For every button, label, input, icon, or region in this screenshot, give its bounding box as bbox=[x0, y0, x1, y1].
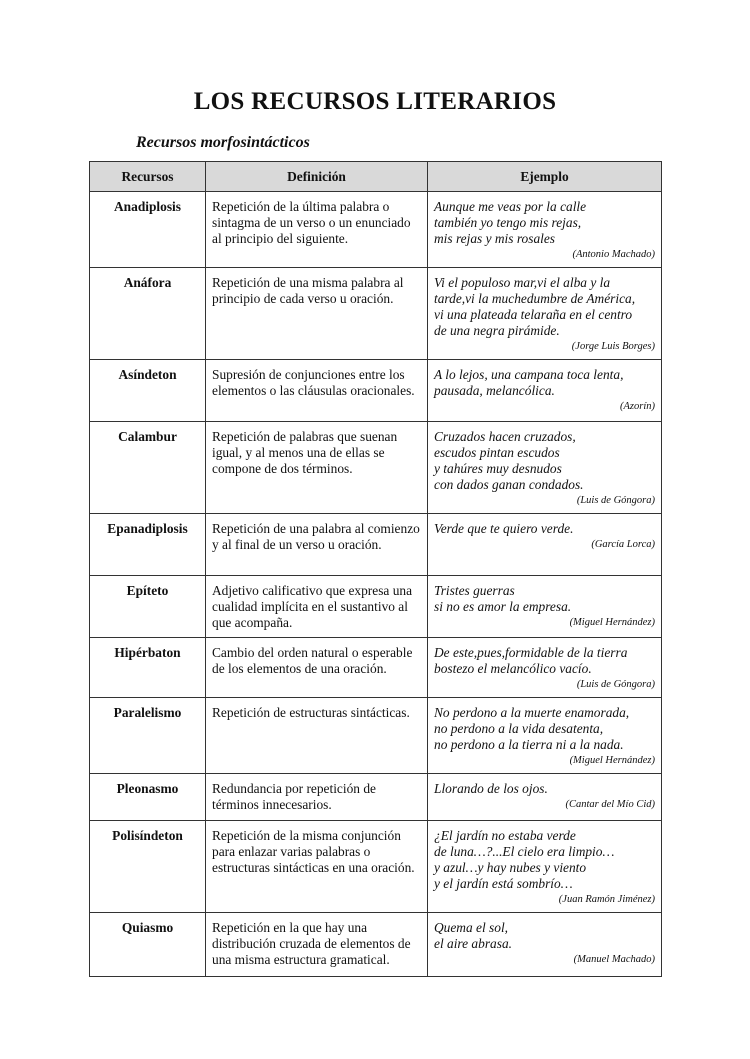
row-term: Hipérbaton bbox=[90, 638, 206, 698]
header-recursos: Recursos bbox=[90, 162, 206, 192]
row-example-cell bbox=[428, 913, 662, 977]
row-definition: Adjetivo calificativo que expresa una cualidad implícita en el sustantivo al que acompaña. bbox=[206, 576, 428, 638]
row-definition: Repetición de la última palabra o sintagma de un verso o un enunciado al principio del siguiente. bbox=[206, 192, 428, 268]
row-example-cell bbox=[428, 638, 662, 698]
header-ejemplo: Ejemplo bbox=[428, 162, 662, 192]
table-row bbox=[90, 360, 662, 422]
row-example: Vi el populoso mar,vi el alba y la tarde,vi la muchedumbre de América, vi una plateada telaraña en el centro de una negra pirámide. bbox=[434, 275, 636, 338]
table-row bbox=[90, 268, 662, 360]
row-definition: Repetición de una misma palabra al principio de cada verso u oración. bbox=[206, 268, 428, 360]
row-term: Anáfora bbox=[90, 268, 206, 360]
row-example: Tristes guerras si no es amor la empresa. bbox=[434, 583, 572, 614]
row-example-cell bbox=[428, 422, 662, 514]
row-term: Epanadiplosis bbox=[90, 514, 206, 576]
row-author: (Luis de Góngora) bbox=[576, 495, 655, 506]
table-row bbox=[90, 192, 662, 268]
table-row bbox=[90, 913, 662, 977]
row-author: (Luis de Góngora) bbox=[576, 679, 655, 690]
header-definicion: Definición bbox=[206, 162, 428, 192]
row-term: Calambur bbox=[90, 422, 206, 514]
row-author: (Miguel Hernández) bbox=[569, 755, 655, 766]
table-header-row bbox=[90, 162, 662, 192]
row-example: Quema el sol, el aire abrasa. bbox=[434, 920, 512, 951]
page-title: LOS RECURSOS LITERARIOS bbox=[193, 88, 557, 115]
row-author: (Juan Ramón Jiménez) bbox=[558, 894, 655, 905]
row-author: (Manuel Machado) bbox=[573, 954, 655, 965]
row-term: Pleonasmo bbox=[90, 774, 206, 821]
row-example: Aunque me veas por la calle también yo tengo mis rejas, mis rejas y mis rosales bbox=[434, 199, 587, 246]
row-example: A lo lejos, una campana toca lenta, pausada, melancólica. bbox=[434, 367, 624, 398]
row-author: (Miguel Hernández) bbox=[569, 617, 655, 628]
table-row bbox=[90, 514, 662, 576]
table-row bbox=[90, 422, 662, 514]
row-example: Llorando de los ojos. bbox=[434, 781, 548, 796]
row-definition: Cambio del orden natural o esperable de los elementos de una oración. bbox=[206, 638, 428, 698]
row-example: De este,pues,formidable de la tierra bostezo el melancólico vacío. bbox=[434, 645, 628, 676]
row-example-cell bbox=[428, 698, 662, 774]
row-term: Epíteto bbox=[90, 576, 206, 638]
row-example: Cruzados hacen cruzados, escudos pintan escudos y tahúres muy desnudos con dados ganan condados. bbox=[434, 429, 584, 492]
row-term: Quiasmo bbox=[90, 913, 206, 977]
row-author: (Cantar del Mío Cid) bbox=[565, 799, 655, 810]
row-example-cell bbox=[428, 360, 662, 422]
table-row bbox=[90, 576, 662, 638]
table-row bbox=[90, 774, 662, 821]
row-example: No perdono a la muerte enamorada, no perdono a la vida desatenta, no perdono a la tierra ni a la nada. bbox=[434, 705, 630, 752]
row-example-cell bbox=[428, 514, 662, 576]
row-author: (Antonio Machado) bbox=[572, 249, 655, 260]
row-author: (García Lorca) bbox=[591, 539, 655, 550]
row-term: Asíndeton bbox=[90, 360, 206, 422]
row-example-cell bbox=[428, 821, 662, 913]
table-row bbox=[90, 821, 662, 913]
row-definition: Repetición de palabras que suenan igual, y al menos una de ellas se compone de dos términos. bbox=[206, 422, 428, 514]
row-example: Verde que te quiero verde. bbox=[434, 521, 574, 536]
section-subtitle: Recursos morfosintácticos bbox=[136, 134, 310, 151]
table-row bbox=[90, 638, 662, 698]
row-example-cell bbox=[428, 774, 662, 821]
table-row bbox=[90, 698, 662, 774]
row-definition: Supresión de conjunciones entre los elementos o las cláusulas oracionales. bbox=[206, 360, 428, 422]
row-definition: Repetición de estructuras sintácticas. bbox=[206, 698, 428, 774]
row-term: Paralelismo bbox=[90, 698, 206, 774]
row-term: Anadiplosis bbox=[90, 192, 206, 268]
row-author: (Azorín) bbox=[620, 401, 655, 412]
row-example: ¿El jardín no estaba verde de luna…?...El cielo era limpio… y azul…y hay nubes y viento y el jardín está sombrío… bbox=[434, 828, 615, 891]
row-author: (Jorge Luis Borges) bbox=[571, 341, 655, 352]
row-definition: Repetición de una palabra al comienzo y al final de un verso u oración. bbox=[206, 514, 428, 576]
row-example-cell bbox=[428, 268, 662, 360]
row-term: Polisíndeton bbox=[90, 821, 206, 913]
row-definition: Repetición en la que hay una distribución cruzada de elementos de una misma estructura gramatical. bbox=[206, 913, 428, 977]
row-example-cell bbox=[428, 576, 662, 638]
row-definition: Redundancia por repetición de términos innecesarios. bbox=[206, 774, 428, 821]
literary-devices-table bbox=[89, 161, 662, 977]
row-definition: Repetición de la misma conjunción para enlazar varias palabras o estructuras sintácticas en una oración. bbox=[206, 821, 428, 913]
row-example-cell bbox=[428, 192, 662, 268]
